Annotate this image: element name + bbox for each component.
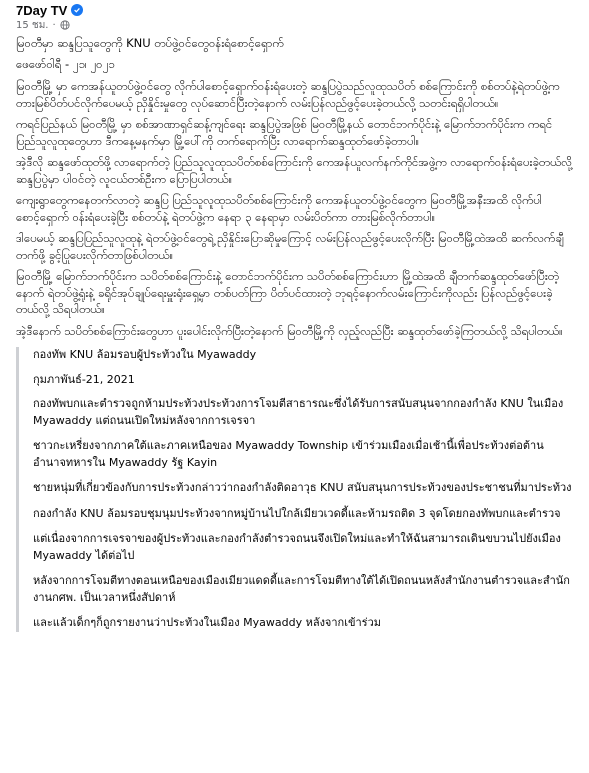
translation-headline: กองทัพ KNU ล้อมรอบผู้ประท้วงใน Myawaddy [33,348,257,361]
post-paragraph: ကရင်ပြည်နယ် မြဝတီမြို့ မှာ စစ်အာဏာရှင်ဆန့်ကျင်ရေး ဆန္ဒပြပွဲအဖြစ် မြဝတီမြို့နယ် တောင်ဘက်ပိုင်းနဲ့ မြောက်ဘက်ပိုင်းက ကရင်ပြည်သူလူထုတွေဟာ ဒီကနေ့မနက်မှာ မြို့ပေါ်ကို တက်ရောက်ပြီး လာရောက်ဆန္ဒထုတ်ဖော်ခဲ့တာပါ။ [16,117,553,148]
translation-paragraph: และแล้วเด็กๆก็ถูกรายงานว่าประท้วงในเมือง Myawaddy หลังจากเข้าร่วม [33,616,382,629]
post-paragraph: မြဝတီမြို့ မှာ ကေအန်ယူတပ်ဖွဲ့ဝင်တွေ လိုက်ပါစောင့်ရှောက်ဝန်းရံပေးတဲ့ ဆန္ဒပြပွဲသည်လူထုသပိတ် စစ်ကြောင်းကို စစ်တပ်နဲ့ရဲတပ်ဖွဲ့က တားမြစ်ပိတ်ပင်လိုက်ပေမယ့် ညှိနှိုင်းမှုတွေ လုပ်ဆောင်ပြီးတဲ့နောက် လမ်းပြန်လည်ဖွင့်ပေးခဲ့တယ်လို့ သတင်းရရှိပါတယ်။ [16,79,560,110]
verified-badge-icon [71,4,83,16]
translation-paragraph: หลังจากการโจมตีทางตอนเหนือของเมืองเมียวแดดดี้และการโจมตีทางใต้ได้เปิดถนนหลังสำนักงานตำรวจและสำนักงานกศพ. เป็นเวลาหนึ่งสัปดาห์ [33,574,570,604]
post-body [16,35,573,339]
translation-date-line: กุมภาพันธ์-21, 2021 [33,372,135,386]
post-paragraph: အဲ့ဒီနောက် သပိတ်စစ်ကြောင်းတွေဟာ ပူးပေါင်းလိုက်ပြီးတဲ့နောက် မြဝတီမြို့ကို လှည့်လည်ပြီး ဆန္ဒထုတ်ဖော်ခဲ့ကြတယ်လို့ သိရပါတယ်။ [16,323,563,338]
page-name-link[interactable]: 7Day TV [16,2,68,18]
post-meta [16,18,573,32]
globe-icon[interactable] [60,20,70,30]
post-paragraph: အဲ့ဒီလို ဆန္ဒဖော်ထုတ်ဖို့ လာရောက်တဲ့ ပြည်သူလူထုသပိတ်စစ်ကြောင်းကို ကေအန်ယူလက်နက်ကိုင်အဖွဲ့က လာရောက်ဝန်းရံပေးခဲ့တယ်လို့ ဆန္ဒပြပွဲမှာ ပါဝင်တဲ့ လူငယ်တစ်ဦးက ပြောပြပါတယ်။ [16,155,573,186]
post-paragraph: ကျေးရွာတွေကနေတက်လာတဲ့ ဆန္ဒပြ ပြည်သူလူထုသပိတ်စစ်ကြောင်းကို ကေအန်ယူတပ်ဖွဲ့ဝင်တွေက မြဝတီမြို့အနီးအထိ လိုက်ပါစောင့်ရှောက် ဝန်းရံပေးခဲ့ပြီး စစ်တပ်နဲ့ ရဲတပ်ဖွဲ့က နေရာ ၃ နေရာမှာ လမ်းပိတ်ကာ တားမြစ်လိုက်တာပါ။ [16,193,542,224]
translation-paragraph: กองกำลัง KNU ล้อมรอบชุมนุมประท้วงจากหมู่บ้านไปใกล้เมียวเวดดี้และห้ามรถติด 3 จุดโดยกองทัพบกและตำรวจ [33,506,561,520]
translation-paragraph: ชาวกะเหรี่ยงจากภาคใต้และภาคเหนือของ Myawaddy Township เข้าร่วมเมืองเมื่อเช้านี้เพื่อประท้วงต่อต้านอำนาจทหารใน Myawaddy รัฐ Kayin [33,439,544,469]
translation-block [16,347,573,632]
post-paragraph: ဒါပေမယ့် ဆန္ဒပြပြည်သူလူထုနဲ့ ရဲတပ်ဖွဲ့ဝင်တွေရဲ့ ညှိနှိုင်းပြောဆိုမှုကြောင့် လမ်းပြန်လည်ဖွင့်ပေးလိုက်ပြီး မြဝတီမြို့ထဲအထိ ဆက်လက်ချီတက်ဖို့ ခွင့်ပြုပေးလိုက်တာဖြစ်ပါတယ်။ [16,231,564,262]
translation-paragraph: กองทัพบกและตำรวจถูกห้ามประท้วงประท้วงการโจมตีสาธารณะซึ่งได้รับการสนับสนุนจากกองกำลัง KNU ในเมือง Myawaddy แต่ถนนเปิดใหม่หลังจากการเจรจา [33,397,564,427]
post-timestamp-link[interactable]: 15 ชม. [16,19,49,31]
meta-separator: · [52,19,56,31]
translation-paragraph: ชายหนุ่มที่เกี่ยวข้องกับการประท้วงกล่าวว่ากองกำลังติดอาวุธ KNU สนับสนุนการประท้วงของประชาชนที่มาประท้วง [33,481,572,494]
post-date-line: ဖေဖော်ဝါရီ - ၂၁၊ ၂၀၂၁ [16,56,115,71]
post-header [16,2,573,18]
post-paragraph: မြဝတီမြို့ မြောက်ဘက်ပိုင်းက သပိတ်စစ်ကြောင်းနဲ့ တောင်ဘက်ပိုင်းက သပိတ်စစ်ကြောင်းဟာ မြို့ထဲအထိ ချီတက်ဆန္ဒထုတ်ဖော်ပြီးတဲ့နောက် ရဲတပ်ဖွဲ့ရုံးနဲ့ ခရိုင်အုပ်ချုပ်ရေးမှူးရုံးရှေ့မှာ တစ်ပတ်ကြာ ပိတ်ပင်ထားတဲ့ ဘုရင့်နောက်လမ်းကြောင်းကိုလည်း ပြန်လည်ဖွင့်ပေးခဲ့တယ်လို့ သိရပါတယ်။ [16,269,559,316]
post-headline: မြဝတီမှာ ဆန္ဒပြသူတွေကို KNU တပ်ဖွဲ့ဝင်တွေဝန်းရံစောင့်ရှောက် [16,36,284,50]
translation-paragraph: แต่เนื่องจากการเจรจาของผู้ประท้วงและกองกำลังตำรวจถนนจึงเปิดใหม่และทำให้ฉันสามารถเดินขบวนไปยังเมือง Myawaddy ได้ต่อไป [33,532,561,562]
